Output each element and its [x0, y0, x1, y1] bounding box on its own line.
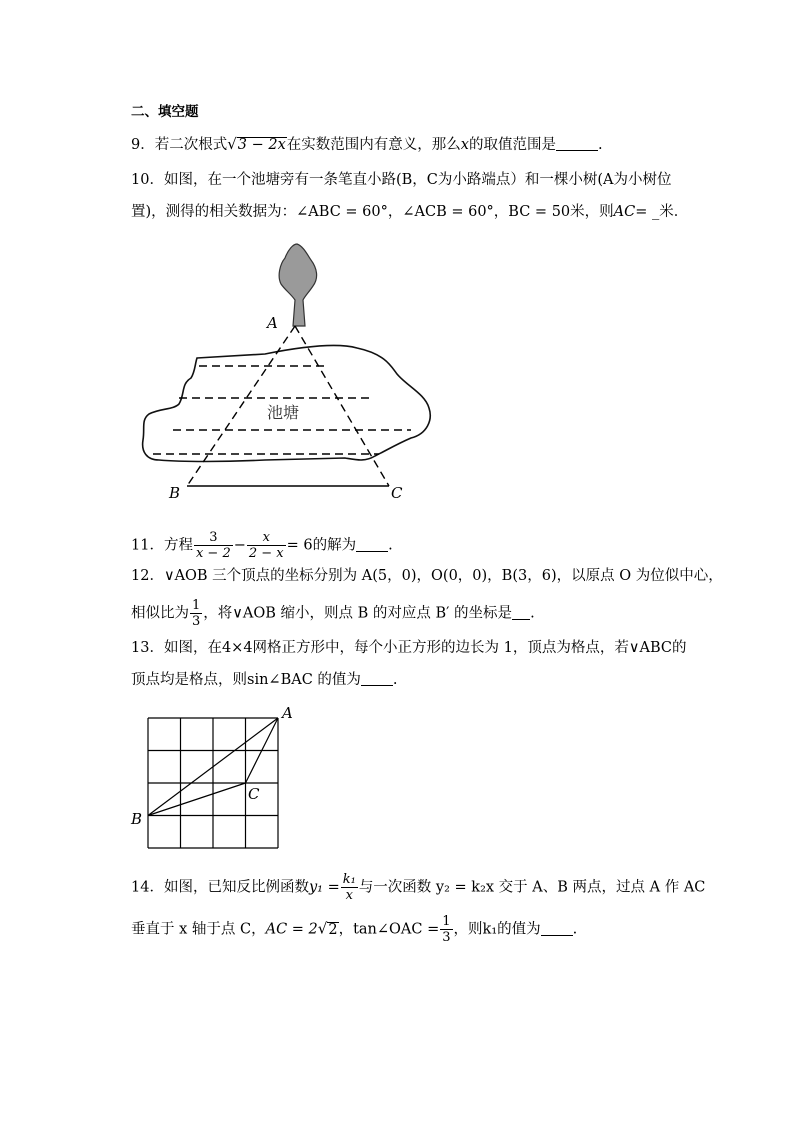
- q11-end: .: [388, 537, 393, 554]
- q13-text-a: 顶点均是格点，则sin∠BAC 的值为: [131, 672, 361, 688]
- question-14-line1: [131, 872, 705, 903]
- q14-end: .: [572, 921, 578, 938]
- sqrt-symbol-2: √: [317, 919, 328, 938]
- question-11: [131, 530, 393, 561]
- q9-radicand: 3 − 2x: [237, 137, 286, 153]
- q14-answer-blank[interactable]: [541, 921, 573, 936]
- q12-fraction: $\frac{1}{3}$: [192, 598, 201, 629]
- q14-ac: AC = 2: [265, 921, 318, 938]
- q12-text-b: ，将∨AOB 缩小，则点 B 的对应点 B′ 的坐标是: [203, 605, 513, 622]
- label-b: B: [169, 484, 181, 502]
- q14-y1: y₁ =: [308, 879, 340, 896]
- q9-var: x: [460, 137, 469, 153]
- q14-fraction-2: $\frac{1}{3}$: [442, 914, 451, 945]
- question-12-line2: [131, 598, 535, 629]
- grid-label-c: C: [248, 785, 260, 803]
- q10-text-c: = _米．: [635, 204, 689, 220]
- q11-text-b: = 6的解为: [286, 537, 357, 554]
- pond-label: 池塘: [267, 403, 300, 422]
- q9-text-c: 的取值范围是: [468, 137, 556, 153]
- pond-figure: [135, 238, 435, 506]
- q10-text-a: 置)，测得的相关数据为：∠ABC = 60°，∠ACB = 60°，BC = 50米，则: [131, 204, 614, 220]
- question-14-line2: [131, 914, 577, 945]
- q13-end: .: [392, 672, 398, 688]
- question-13-line1: 13．如图，在4×4网格正方形中，每个小正方形的边长为 1，顶点为格点，若∨ABC的: [131, 640, 687, 656]
- q11-answer-blank[interactable]: [356, 537, 388, 552]
- grid-label-b: B: [131, 810, 143, 828]
- q12-text-a: 相似比为: [131, 605, 189, 622]
- q14-fraction-1: $\frac{\text{k₁}}{x}$: [342, 872, 356, 903]
- section-heading: 二、填空题: [131, 104, 199, 120]
- label-a: A: [267, 314, 278, 332]
- q14-text-e: ，则k₁的值为: [453, 921, 541, 938]
- question-10-line1: 10．如图，在一个池塘旁有一条笔直小路(B，C为小路端点）和一棵小树(A为小树位: [131, 172, 672, 188]
- q11-fraction-2: $\frac{x}{2 - x}$: [248, 530, 284, 561]
- q14-text-c: 垂直于 x 轴于点 C，: [131, 921, 266, 938]
- q11-text-a: 11．方程: [131, 537, 193, 554]
- q9-end: .: [597, 137, 603, 153]
- q14-text-a: 14．如图，已知反比例函数: [131, 879, 309, 896]
- q9-text-a: 9．若二次根式: [131, 137, 228, 153]
- q12-end: .: [530, 605, 535, 622]
- question-12-line1: 12．∨AOB 三个顶点的坐标分别为 A(5，0)，O(0，0)，B(3，6)，以原点 O 为位似中心，: [131, 568, 723, 584]
- question-10-line2: [131, 202, 688, 222]
- q9-answer-blank[interactable]: [556, 136, 598, 151]
- grid-figure: [128, 702, 298, 854]
- q12-answer-blank[interactable]: [512, 605, 530, 620]
- grid-lines: [148, 718, 278, 848]
- sqrt-symbol: √: [227, 135, 237, 153]
- label-c: C: [391, 484, 403, 502]
- grid-label-a: A: [282, 704, 293, 722]
- question-9: [131, 134, 603, 155]
- q14-radicand: 2: [328, 921, 338, 938]
- q14-text-d: ，tan∠OAC =: [338, 921, 440, 938]
- q10-ac: AC: [613, 204, 636, 220]
- q13-answer-blank[interactable]: [361, 671, 393, 686]
- q11-minus: −: [233, 537, 246, 554]
- q14-text-b: 与一次函数 y₂ = k₂x 交于 A、B 两点，过点 A 作 AC: [358, 879, 706, 896]
- q11-fraction-1: $\frac{3}{x - 2}$: [195, 530, 231, 561]
- q9-text-b: 在实数范围内有意义，那么: [286, 137, 461, 153]
- tree-icon: [279, 244, 316, 326]
- question-13-line2: [131, 670, 398, 690]
